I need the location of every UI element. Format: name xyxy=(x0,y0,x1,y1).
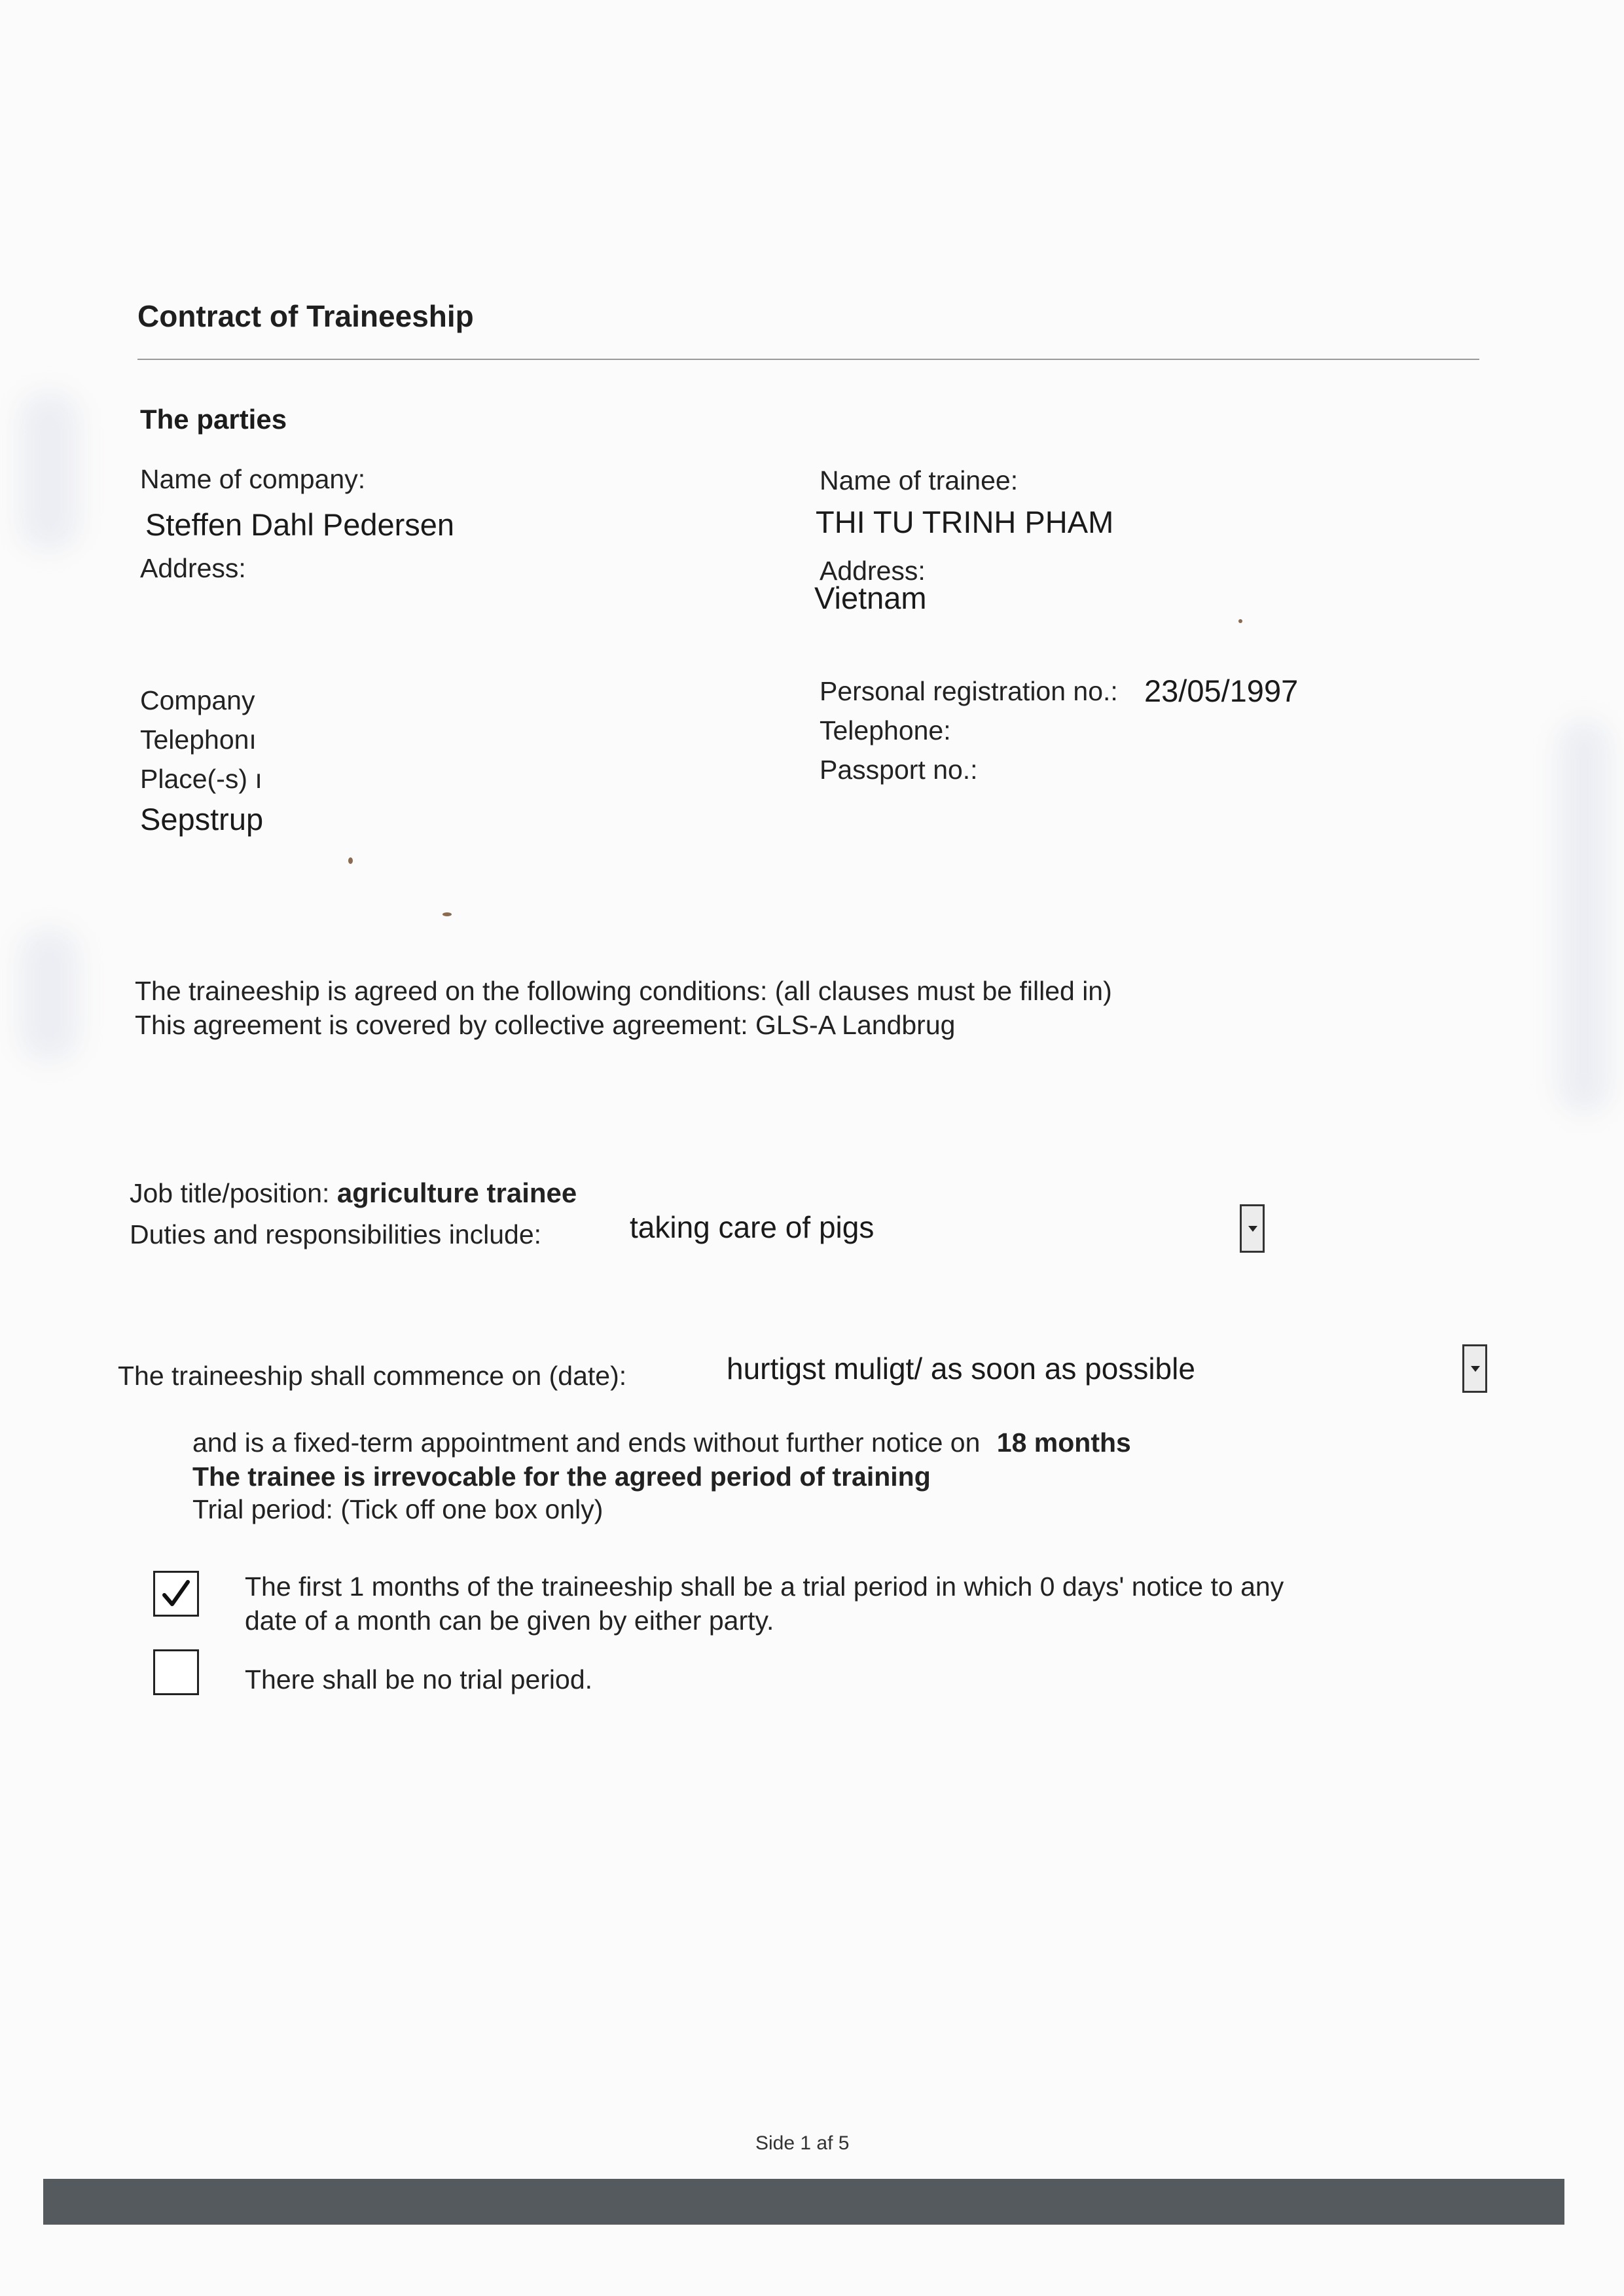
place-value: Sepstrup xyxy=(140,802,264,836)
duties-value: taking care of pigs xyxy=(630,1210,875,1244)
commence-label: The traineeship shall commence on (date): xyxy=(118,1361,627,1391)
duties-dropdown-button[interactable] xyxy=(1240,1204,1265,1253)
scan-shadow xyxy=(20,393,79,550)
job-title-value: agriculture trainee xyxy=(336,1177,577,1208)
scan-shadow xyxy=(1558,720,1610,1113)
company-name-value: Steffen Dahl Pedersen xyxy=(145,507,455,542)
document-title: Contract of Traineeship xyxy=(137,299,474,333)
personal-registration-label: Personal registration no.: xyxy=(820,676,1118,706)
company-address-label: Address: xyxy=(140,553,246,583)
fixed-term-value: 18 months xyxy=(996,1427,1131,1458)
trial-option-1-line-1: The first 1 months of the traineeship shall be a trial period in which 0 days' notice to any xyxy=(245,1571,1284,1602)
company-telephone-label: Telephonı xyxy=(140,725,257,755)
title-divider xyxy=(137,359,1479,360)
personal-registration-value: 23/05/1997 xyxy=(1144,673,1299,708)
fixed-term-line xyxy=(192,1429,1131,1456)
trainee-address-label: Address: xyxy=(820,556,926,586)
scan-speck xyxy=(1238,619,1242,623)
scan-speck xyxy=(442,912,452,916)
trainee-telephone-label: Telephone: xyxy=(820,715,951,745)
commence-dropdown-button[interactable] xyxy=(1462,1344,1487,1393)
company-name-label: Name of company: xyxy=(140,464,366,494)
trial-option-1-line-2: date of a month can be given by either party. xyxy=(245,1605,774,1636)
duties-label: Duties and responsibilities include: xyxy=(130,1219,542,1249)
no-trial-period-checkbox[interactable] xyxy=(153,1649,199,1695)
parties-heading: The parties xyxy=(140,404,287,435)
trial-period-checkbox[interactable] xyxy=(153,1571,199,1617)
job-title-line xyxy=(130,1179,577,1207)
scan-speck xyxy=(348,857,353,864)
trial-option-2-text: There shall be no trial period. xyxy=(245,1664,593,1695)
trainee-name-value: THI TU TRINH PHAM xyxy=(816,505,1114,539)
company-label: Company xyxy=(140,685,255,715)
commence-value: hurtigst muligt/ as soon as possible xyxy=(727,1352,1195,1386)
fixed-term-text: and is a fixed-term appointment and ends without further notice on xyxy=(192,1427,981,1458)
page-number: Side 1 af 5 xyxy=(755,2132,850,2154)
trainee-address-value: Vietnam xyxy=(814,581,927,615)
footer-bar xyxy=(43,2179,1564,2225)
passport-label: Passport no.: xyxy=(820,755,978,785)
conditions-line-1: The traineeship is agreed on the following conditions: (all clauses must be filled in) xyxy=(135,976,1112,1006)
job-title-label: Job title/position: xyxy=(130,1178,330,1208)
place-label: Place(-s) ı xyxy=(140,764,262,794)
trial-period-label: Trial period: (Tick off one box only) xyxy=(192,1494,604,1524)
irrevocable-statement: The trainee is irrevocable for the agreed period of training xyxy=(192,1462,931,1492)
trainee-name-label: Name of trainee: xyxy=(820,465,1019,495)
scan-shadow xyxy=(20,929,79,1060)
collective-agreement-line: This agreement is covered by collective agreement: GLS-A Landbrug xyxy=(135,1010,956,1040)
checkmark-icon xyxy=(159,1577,193,1611)
